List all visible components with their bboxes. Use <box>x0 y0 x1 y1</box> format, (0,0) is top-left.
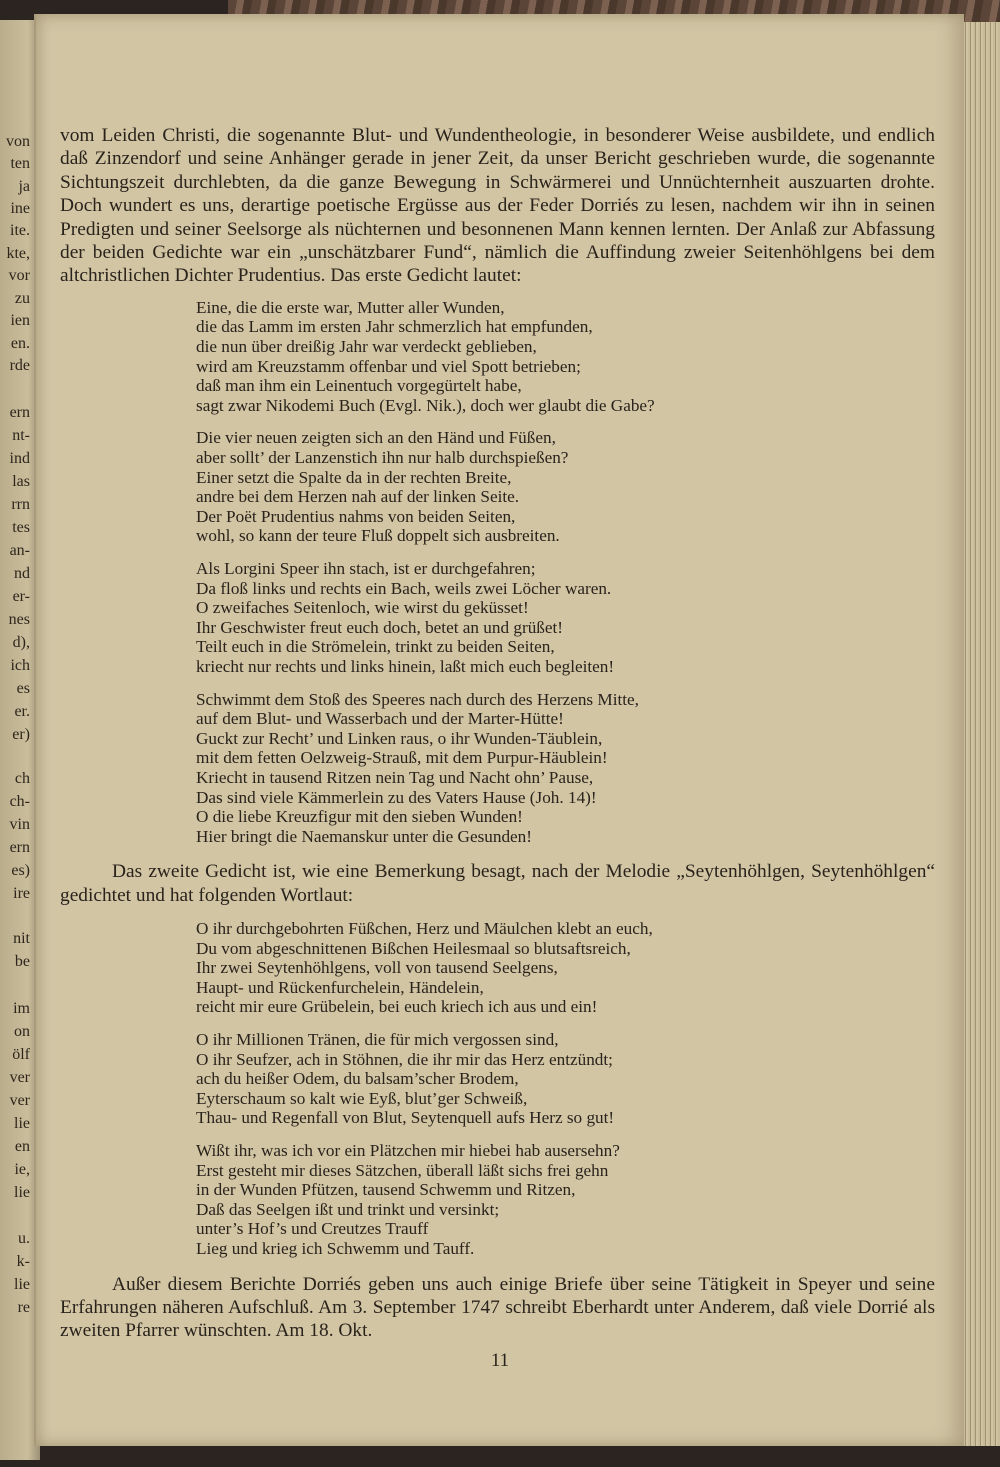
poem-line: Da floß links und rechts ein Bach, weils zwei Löcher waren. <box>196 578 612 598</box>
poem-line: Teilt euch in die Strömelein, trinkt zu beiden Seiten, <box>196 637 555 657</box>
poem-line: Hier bringt die Naemanskur unter die Gesunden! <box>196 826 533 846</box>
previous-page-fragment: kte, <box>6 245 30 262</box>
previous-page-fragment: ie, <box>14 1161 30 1178</box>
poem-line: andre bei dem Herzen nah auf der linken Seite. <box>196 487 520 507</box>
previous-page-fragment: tes <box>12 519 30 536</box>
previous-page-fragment: von <box>6 133 30 150</box>
poem-line: Eyterschaum so kalt wie Eyß, blut’ger Schweiß, <box>196 1088 528 1108</box>
paragraph-1: vom Leiden Christi, die sogenannte Blut- und Wundentheologie, in besonderer Weise ausbildete, und endlich daß Zinzendorf und seine Anhänger gerade in jener Zeit, da unser Bericht geschrieben wurde, die sogenannte Sichtungszeit durchlebten, da die ganze Bewegung in Schwärmerei und Unnüchternheit auszuarten drohte. Doch wundert es uns, derartige poetische Ergüsse aus der Feder Dorriés zu lesen, nachdem wir ihn in seinen Predigten und seiner Seelsorge als nüchternen und besonnenen Mann kennen lernten. Der Anlaß zur Abfassung der beiden Gedichte war ein „unschätzbarer Fund“, nämlich die Auffindung zweier Seitenhöhlgens bei dem altchristlichen Dichter Prudentius. Das erste Gedicht lautet: <box>60 125 935 287</box>
previous-page-fragment: ten <box>10 155 30 172</box>
previous-page-fragment: es <box>16 680 30 697</box>
stanza <box>196 690 935 847</box>
stanza <box>196 428 935 546</box>
previous-page-fragment: ern <box>9 839 30 856</box>
stanza <box>196 1141 935 1259</box>
stanza <box>196 559 935 677</box>
previous-page-fragment: lie <box>14 1115 30 1132</box>
previous-page-fragment: ver <box>9 1092 30 1109</box>
poem-line: Der Poët Prudentius nahms von beiden Seiten, <box>196 506 516 526</box>
previous-page-fragment: u. <box>18 1230 30 1247</box>
poem-line: O zweifaches Seitenloch, wie wirst du geküsset! <box>196 598 529 618</box>
poem-line: unter’s Hof’s und Creutzes Trauff <box>196 1219 429 1239</box>
poem-line: Schwimmt dem Stoß des Speeres nach durch des Herzens Mitte, <box>196 689 639 709</box>
poem-line: Guckt zur Recht’ und Linken raus, o ihr Wunden-Täublein, <box>196 728 603 748</box>
previous-page-fragment: k- <box>16 1253 30 1270</box>
poem-line: kriecht nur rechts und links hinein, laßt mich euch begleiten! <box>196 656 615 676</box>
previous-page-fragment: lie <box>14 1184 30 1201</box>
previous-page-fragment: lie <box>14 1276 30 1293</box>
paragraph-2: Das zweite Gedicht ist, wie eine Bemerkung besagt, nach der Melodie „Seytenhöhlgen, Seytenhöhlgen“ gedichtet und hat folgenden Wortlaut: <box>60 861 935 906</box>
paragraph-3: Außer diesem Berichte Dorriés geben uns auch einige Briefe über seine Tätigkeit in Speyer und seine Erfahrungen näheren Aufschluß. Am 3. September 1747 schreibt Eberhardt unter Anderem, daß viele Dorrié als zweiten Pfarrer wünschten. Am 18. Okt. <box>60 1273 935 1342</box>
poem-line: Ihr zwei Seytenhöhlgens, voll von tausend Seelgens, <box>196 958 558 978</box>
previous-page-fragment: rde <box>9 357 30 374</box>
poem-1 <box>196 298 935 846</box>
stanza <box>196 298 935 416</box>
page-number: 11 <box>490 1350 510 1371</box>
previous-page-fragment: ien <box>10 312 30 329</box>
previous-page-fragment: ölf <box>12 1046 30 1063</box>
previous-page-fragment: rrn <box>11 496 30 513</box>
poem-line: Erst gesteht mir dieses Sätzchen, überall läßt sichs frei gehn <box>196 1160 609 1180</box>
previous-page-fragment: ern <box>9 404 30 421</box>
previous-page-fragment: be <box>14 953 30 970</box>
poem-line: Die vier neuen zeigten sich an den Händ und Füßen, <box>196 428 556 448</box>
previous-page-fragment: ine <box>10 200 30 217</box>
poem-line: O ihr durchgebohrten Füßchen, Herz und Mäulchen klebt an euch, <box>196 919 653 939</box>
previous-page-fragment: on <box>14 1023 30 1040</box>
previous-page-fragment: ch <box>14 770 30 787</box>
previous-page-fragment: en <box>14 1138 30 1155</box>
poem-line: mit dem fetten Oelzweig-Strauß, mit dem Purpur-Häublein! <box>196 748 608 768</box>
poem-line: aber sollt’ der Lanzenstich ihn nur halb durchspießen? <box>196 448 569 467</box>
previous-page-fragment: er- <box>12 588 30 605</box>
previous-page-fragment: ver <box>9 1069 30 1086</box>
previous-page-fragment: ire <box>13 885 30 902</box>
stanza <box>196 1030 935 1128</box>
poem-line: Haupt- und Rückenfurchelein, Händelein, <box>196 977 484 997</box>
poem-line: Als Lorgini Speer ihn stach, ist er durchgefahren; <box>196 558 536 578</box>
poem-line: ach du heißer Odem, du balsam’scher Brodem, <box>196 1069 519 1089</box>
page-body <box>60 124 935 1343</box>
poem-line: auf dem Blut- und Wasserbach und der Marter-Hütte! <box>196 709 564 729</box>
poem-line: Das sind viele Kämmerlein zu des Vaters Hause (Joh. 14)! <box>196 787 597 807</box>
poem-line: wird am Kreuzstamm offenbar und viel Spott betrieben; <box>196 356 581 376</box>
poem-line: Du vom abgeschnittenen Bißchen Heilesmaal so blutsaftsreich, <box>196 938 631 958</box>
previous-page-fragment: zu <box>14 290 30 307</box>
page-stack-edge <box>958 22 1000 1446</box>
poem-line: Lieg und krieg ich Schwemm und Tauff. <box>196 1239 475 1258</box>
poem-line: O ihr Millionen Tränen, die für mich vergossen sind, <box>196 1030 559 1050</box>
previous-page-fragment: es) <box>11 862 30 879</box>
poem-line: Thau- und Regenfall von Blut, Seytenquell aufs Herz so gut! <box>196 1108 615 1128</box>
poem-line: Eine, die die erste war, Mutter aller Wunden, <box>196 297 505 317</box>
poem-line: Ihr Geschwister freut euch doch, betet an und grüßet! <box>196 617 564 637</box>
poem-line: Einer setzt die Spalte da in der rechten Breite, <box>196 467 512 487</box>
poem-line: Wißt ihr, was ich vor ein Plätzchen mir hiebei hab ausersehn? <box>196 1141 620 1161</box>
previous-page-fragment: nes <box>8 611 30 628</box>
previous-page-fragment: an- <box>9 542 30 559</box>
previous-page-fragment: vor <box>8 267 30 284</box>
poem-line: sagt zwar Nikodemi Buch (Evgl. Nik.), doch wer glaubt die Gabe? <box>196 395 655 415</box>
previous-page-fragment: ja <box>18 178 30 195</box>
poem-line: wohl, so kann der teure Fluß doppelt sich ausbreiten. <box>196 526 560 546</box>
poem-line: O ihr Seufzer, ach in Stöhnen, die ihr mir das Herz entzündt; <box>196 1049 613 1069</box>
previous-page-fragment: nit <box>13 930 30 947</box>
previous-page-fragment: ite. <box>10 222 30 239</box>
poem-line: reicht mir eure Grübelein, bei euch kriech ich aus und ein! <box>196 997 598 1017</box>
previous-page-fragment: las <box>12 473 30 490</box>
previous-page-fragment: en. <box>10 335 30 352</box>
poem-line: in der Wunden Pfützen, tausend Schwemm und Ritzen, <box>196 1180 576 1200</box>
poem-line: O die liebe Kreuzfigur mit den sieben Wunden! <box>196 807 523 827</box>
previous-page-fragment: nd <box>14 565 30 582</box>
previous-page-fragment: vin <box>9 816 30 833</box>
previous-page-fragment: d), <box>12 634 30 651</box>
previous-page-fragment: er) <box>12 726 30 743</box>
previous-page-fragment: re <box>17 1299 30 1316</box>
previous-page-fragment: ich <box>10 657 30 674</box>
poem-line: Kriecht in tausend Ritzen nein Tag und Nacht ohn’ Pause, <box>196 767 594 787</box>
poem-2 <box>196 919 935 1259</box>
poem-line: daß man ihm ein Leinentuch vorgegürtelt habe, <box>196 376 522 396</box>
poem-line: Daß das Seelgen ißt und trinkt und versinkt; <box>196 1199 500 1219</box>
poem-line: die nun über dreißig Jahr war verdeckt geblieben, <box>196 337 537 357</box>
previous-page-fragment: im <box>13 1000 30 1017</box>
previous-page-fragment: er. <box>14 703 30 720</box>
previous-page-fragment: ch- <box>9 793 30 810</box>
poem-line: die das Lamm im ersten Jahr schmerzlich hat empfunden, <box>196 317 593 337</box>
previous-page-fragment: nt- <box>12 427 30 444</box>
previous-page-fragment: ind <box>9 450 30 467</box>
stanza <box>196 919 935 1017</box>
